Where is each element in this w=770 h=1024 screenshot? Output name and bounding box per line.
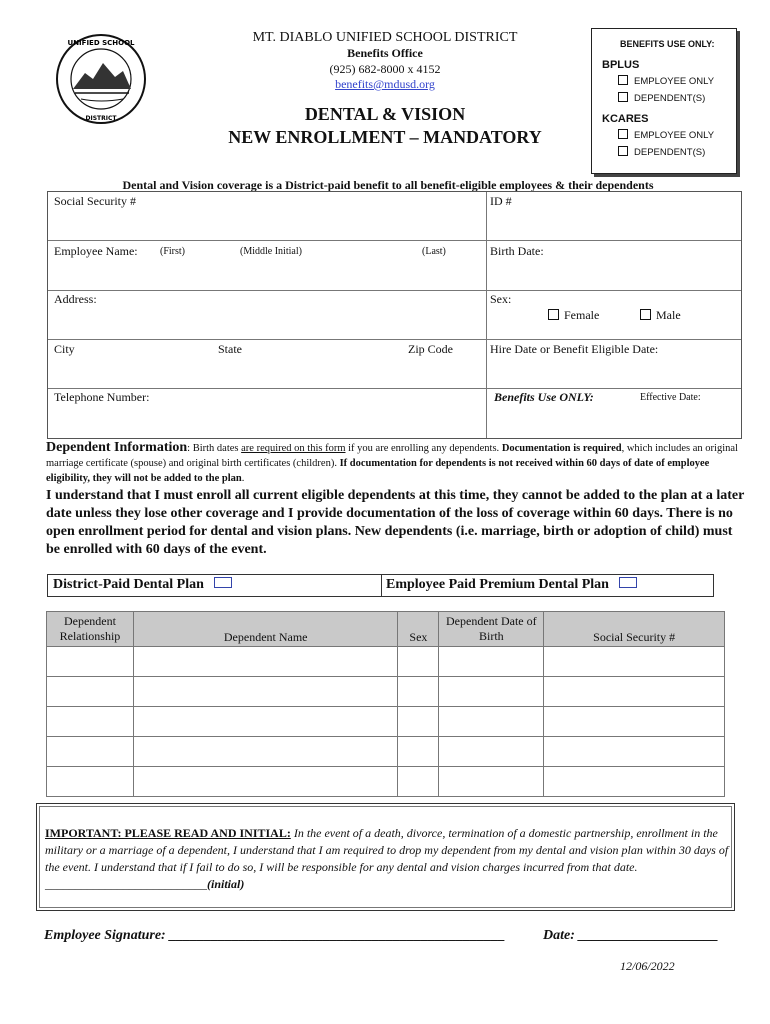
table-row — [47, 737, 725, 767]
district-seal — [55, 33, 147, 125]
male-option[interactable]: Male — [640, 308, 681, 323]
col-dependent-dob: Dependent Date of Birth — [439, 612, 544, 647]
table-cell[interactable] — [544, 767, 725, 797]
table-cell[interactable] — [133, 647, 398, 677]
checkbox-icon — [619, 577, 637, 588]
office-email-link[interactable]: benefits@mdusd.org — [335, 77, 435, 91]
kcares-employee-only-option[interactable]: EMPLOYEE ONLY — [618, 129, 714, 141]
table-cell[interactable] — [439, 707, 544, 737]
middle-initial-label: (Middle Initial) — [240, 246, 302, 257]
enrollment-acknowledgement: I understand that I must enroll all current eligible dependents at this time, they cannot be added to the plan at a later date unless they lose other coverage and I provide documentation of the loss of coverage within 60 days. There is no open enrollment period for dental and vision plans. New dependents (i.e. marriage, birth or adoption of child) must be enrolled with 60 days of the event. — [46, 488, 745, 557]
table-cell[interactable] — [439, 767, 544, 797]
table-cell[interactable] — [439, 647, 544, 677]
table-row — [47, 767, 725, 797]
svg-text:UNIFIED SCHOOL: UNIFIED SCHOOL — [67, 39, 135, 47]
ssn-field[interactable]: Social Security # — [54, 194, 136, 208]
form-title-line2: NEW ENROLLMENT – MANDATORY — [228, 127, 542, 147]
table-cell[interactable] — [133, 707, 398, 737]
table-cell[interactable] — [133, 677, 398, 707]
checkbox-icon — [618, 92, 628, 102]
revision-date: 12/06/2022 — [620, 959, 675, 973]
col-sex: Sex — [398, 612, 439, 647]
grid-row-line — [48, 240, 741, 241]
office-name: Benefits Office — [347, 46, 423, 60]
svg-text:DISTRICT: DISTRICT — [85, 115, 117, 122]
grid-divider — [486, 192, 487, 438]
kcares-heading: KCARES — [602, 113, 649, 125]
checkbox-icon — [618, 146, 628, 156]
district-name: MT. DIABLO UNIFIED SCHOOL DISTRICT — [252, 30, 518, 45]
bplus-heading: BPLUS — [602, 59, 640, 71]
zip-code-field[interactable]: Zip Code — [408, 342, 453, 356]
first-name-label: (First) — [160, 246, 185, 257]
col-dependent-relationship: Dependent Relationship — [47, 612, 134, 647]
last-name-label: (Last) — [422, 246, 446, 257]
sex-label: Sex: — [490, 292, 512, 306]
grid-row-line — [48, 388, 741, 389]
checkbox-icon — [618, 75, 628, 85]
table-cell[interactable] — [544, 737, 725, 767]
dependents-table — [46, 611, 725, 797]
table-cell[interactable] — [133, 737, 398, 767]
table-cell[interactable] — [398, 707, 439, 737]
checkbox-icon — [548, 309, 559, 320]
employee-signature-line[interactable]: Employee Signature: ________________________________________________ — [44, 928, 506, 943]
kcares-dependents-option[interactable]: DEPENDENT(S) — [618, 146, 705, 158]
important-notice-box — [36, 803, 735, 911]
intro-statement: Dental and Vision coverage is a District-paid benefit to all benefit-eligible employees & their dependents — [122, 178, 654, 192]
table-cell[interactable] — [398, 767, 439, 797]
dependent-information-notice: Dependent Information: Birth dates are required on this form if you are enrolling any dependents. Documentation is required, which includes an original marriage certificate (spouse) and original birth certificates (children). If documentation for dependents is not received within 60 days of date of employee eligibility, they will not be added to the plan. — [46, 440, 738, 484]
plan-divider — [381, 575, 382, 596]
table-cell[interactable] — [544, 647, 725, 677]
table-cell[interactable] — [398, 647, 439, 677]
table-row — [47, 677, 725, 707]
benefits-use-only-box — [591, 28, 737, 174]
signature-date-line[interactable]: Date: ____________________ — [543, 928, 719, 943]
table-cell[interactable] — [47, 677, 134, 707]
table-cell[interactable] — [439, 677, 544, 707]
address-field[interactable]: Address: — [54, 292, 97, 306]
checkbox-icon — [618, 129, 628, 139]
employee-info-grid — [47, 191, 742, 439]
telephone-field[interactable]: Telephone Number: — [54, 390, 150, 404]
checkbox-icon — [214, 577, 232, 588]
effective-date-field[interactable]: Effective Date: — [640, 392, 701, 403]
office-phone: (925) 682-8000 x 4152 — [329, 62, 441, 76]
table-cell[interactable] — [439, 737, 544, 767]
table-cell[interactable] — [47, 767, 134, 797]
table-row — [47, 707, 725, 737]
form-title-line1: DENTAL & VISION — [304, 104, 466, 124]
table-cell[interactable] — [47, 737, 134, 767]
important-notice-text: IMPORTANT: PLEASE READ AND INITIAL: In the event of a death, divorce, termination of a domestic partnership, enrollment in the military or a marriage of a dependent, I understand that I am required to drop my dependent from my dental and vision plan within 30 days of the event. I understand that if I fail to do so, I will be responsible for any dental and vision charges incurred from that date. ___________________________(initial) — [45, 826, 729, 891]
table-cell[interactable] — [47, 647, 134, 677]
col-dependent-name: Dependent Name — [133, 612, 398, 647]
hire-date-field[interactable]: Hire Date or Benefit Eligible Date: — [490, 342, 659, 356]
birth-date-field[interactable]: Birth Date: — [490, 244, 544, 258]
district-paid-plan-option[interactable]: District-Paid Dental Plan — [53, 577, 232, 593]
plan-selection-row — [47, 574, 714, 597]
grid-row-line — [48, 290, 741, 291]
city-field[interactable]: City — [54, 342, 75, 356]
table-cell[interactable] — [398, 737, 439, 767]
bplus-employee-only-option[interactable]: EMPLOYEE ONLY — [618, 75, 714, 87]
benefits-box-title: BENEFITS USE ONLY: — [620, 39, 715, 49]
col-social-security: Social Security # — [544, 612, 725, 647]
table-header-row — [47, 612, 725, 647]
table-row — [47, 647, 725, 677]
grid-row-line — [48, 339, 741, 340]
table-cell[interactable] — [398, 677, 439, 707]
bplus-dependents-option[interactable]: DEPENDENT(S) — [618, 92, 705, 104]
female-option[interactable]: Female — [548, 308, 599, 323]
id-field[interactable]: ID # — [490, 194, 512, 208]
employee-name-field[interactable]: Employee Name: — [54, 244, 138, 258]
state-field[interactable]: State — [218, 342, 242, 356]
benefits-use-only-label: Benefits Use ONLY: — [494, 390, 594, 404]
table-cell[interactable] — [544, 707, 725, 737]
table-cell[interactable] — [133, 767, 398, 797]
checkbox-icon — [640, 309, 651, 320]
employee-paid-plan-option[interactable]: Employee Paid Premium Dental Plan — [386, 577, 637, 593]
table-cell[interactable] — [47, 707, 134, 737]
table-cell[interactable] — [544, 677, 725, 707]
